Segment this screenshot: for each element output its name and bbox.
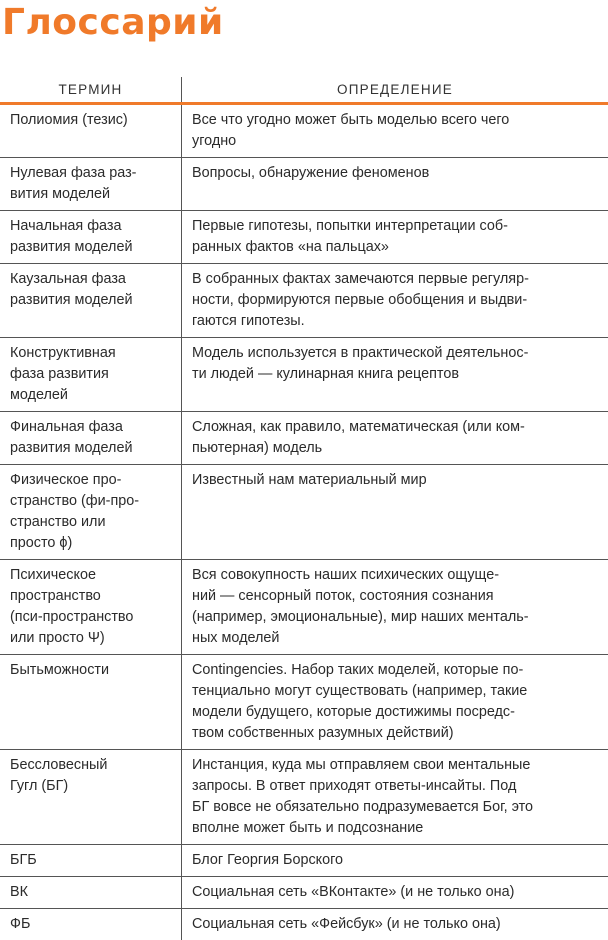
- definition-line: ных моделей: [192, 630, 280, 646]
- term-line: развития моделей: [10, 440, 133, 456]
- definition-line: БГ вовсе не обязательно подразумевается Бог, это: [192, 799, 534, 815]
- glossary-table: [0, 77, 608, 940]
- term-cell: [0, 105, 182, 157]
- term-cell: [0, 211, 182, 263]
- term-cell: [0, 158, 182, 210]
- term-line: Гугл (БГ): [10, 778, 69, 794]
- term-cell: [0, 750, 182, 844]
- definition-cell: [182, 105, 608, 157]
- definition-line: Все что угодно может быть моделью всего чего: [192, 112, 510, 128]
- term-cell: [0, 655, 182, 749]
- definition-line: модели будущего, которые достижимы посредс-: [192, 704, 515, 720]
- definition-line: ности, формируются первые обобщения и выдви-: [192, 292, 528, 308]
- table-row: [0, 845, 608, 877]
- definition-line: тенциально могут существовать (например, такие: [192, 683, 528, 699]
- term-line: Каузальная фаза: [10, 271, 126, 287]
- table-row: [0, 412, 608, 465]
- header-definition: ОПРЕДЕЛЕНИЕ: [337, 82, 453, 97]
- definition-line: угодно: [192, 133, 237, 149]
- definition-line: запросы. В ответ приходят ответы-инсайты. Под: [192, 778, 517, 794]
- definition-line: пьютерная) модель: [192, 440, 323, 456]
- term-line: странство (фи-про-: [10, 493, 140, 509]
- table-row: [0, 158, 608, 211]
- term-line: развития моделей: [10, 292, 133, 308]
- definition-line: вполне может быть и подсознание: [192, 820, 424, 836]
- definition-cell: [182, 264, 608, 337]
- definition-line: ранных фактов «на пальцах»: [192, 239, 389, 255]
- term-line: вития моделей: [10, 186, 111, 202]
- table-row: [0, 105, 608, 158]
- definition-cell: [182, 560, 608, 654]
- definition-line: Инстанция, куда мы отправляем свои ментальные: [192, 757, 531, 773]
- definition-cell: [182, 158, 608, 210]
- definition-cell: [182, 211, 608, 263]
- term-line: или просто Ψ): [10, 630, 105, 646]
- term-line: Полиомия (тезис): [10, 112, 128, 128]
- definition-line: гаются гипотезы.: [192, 313, 305, 329]
- term-line: Физическое про-: [10, 472, 122, 488]
- definition-line: Блог Георгия Борского: [192, 852, 344, 868]
- term-line: странство или: [10, 514, 106, 530]
- definition-line: Вся совокупность наших психических ощуще-: [192, 567, 499, 583]
- term-line: БГБ: [10, 852, 37, 868]
- table-row: [0, 211, 608, 264]
- table-row: [0, 264, 608, 338]
- term-line: (пси-пространство: [10, 609, 134, 625]
- table-row: [0, 560, 608, 655]
- table-body: [0, 105, 608, 940]
- table-row: [0, 655, 608, 750]
- term-line: Начальная фаза: [10, 218, 122, 234]
- definition-cell: [182, 412, 608, 464]
- definition-line: Сложная, как правило, математическая (или ком-: [192, 419, 525, 435]
- definition-line: Модель используется в практической деятельнос-: [192, 345, 529, 361]
- term-line: пространство: [10, 588, 101, 604]
- term-line: ВК: [10, 884, 28, 900]
- definition-line: Социальная сеть «Фейсбук» (и не только она): [192, 916, 501, 932]
- table-row: [0, 338, 608, 412]
- term-cell: [0, 560, 182, 654]
- definition-cell: [182, 877, 608, 908]
- definition-line: Известный нам материальный мир: [192, 472, 427, 488]
- term-line: Бытьможности: [10, 662, 110, 678]
- term-cell: [0, 338, 182, 411]
- table-row: [0, 465, 608, 560]
- term-cell: [0, 465, 182, 559]
- table-row: [0, 909, 608, 940]
- term-cell: [0, 909, 182, 940]
- term-line: фаза развития: [10, 366, 109, 382]
- term-line: развития моделей: [10, 239, 133, 255]
- term-cell: [0, 412, 182, 464]
- definition-cell: [182, 750, 608, 844]
- term-cell: [0, 877, 182, 908]
- table-header: [0, 77, 608, 105]
- term-line: Нулевая фаза раз-: [10, 165, 137, 181]
- definition-line: Социальная сеть «ВКонтакте» (и не только она): [192, 884, 515, 900]
- definition-cell: [182, 338, 608, 411]
- term-line: Бессловесный: [10, 757, 108, 773]
- header-term: ТЕРМИН: [0, 77, 182, 102]
- term-line: Финальная фаза: [10, 419, 123, 435]
- definition-line: Contingencies. Набор таких моделей, которые по-: [192, 662, 524, 678]
- definition-line: ний — сенсорный поток, состояния сознания: [192, 588, 494, 604]
- table-row: [0, 877, 608, 909]
- term-line: Психическое: [10, 567, 96, 583]
- definition-cell: [182, 655, 608, 749]
- term-line: ФБ: [10, 916, 31, 932]
- definition-line: Первые гипотезы, попытки интерпретации соб-: [192, 218, 508, 234]
- definition-cell: [182, 845, 608, 876]
- page-title: Глоссарий: [2, 2, 224, 43]
- term-line: просто ϕ): [10, 535, 73, 551]
- definition-cell: [182, 909, 608, 940]
- term-line: моделей: [10, 387, 68, 403]
- table-row: [0, 750, 608, 845]
- definition-line: (например, эмоциональные), мир наших менталь-: [192, 609, 529, 625]
- term-cell: [0, 264, 182, 337]
- definition-line: Вопросы, обнаружение феноменов: [192, 165, 430, 181]
- definition-line: В собранных фактах замечаются первые регуляр-: [192, 271, 529, 287]
- definition-line: ти людей — кулинарная книга рецептов: [192, 366, 459, 382]
- term-line: Конструктивная: [10, 345, 116, 361]
- definition-cell: [182, 465, 608, 559]
- term-cell: [0, 845, 182, 876]
- definition-line: твом собственных разумных действий): [192, 725, 454, 741]
